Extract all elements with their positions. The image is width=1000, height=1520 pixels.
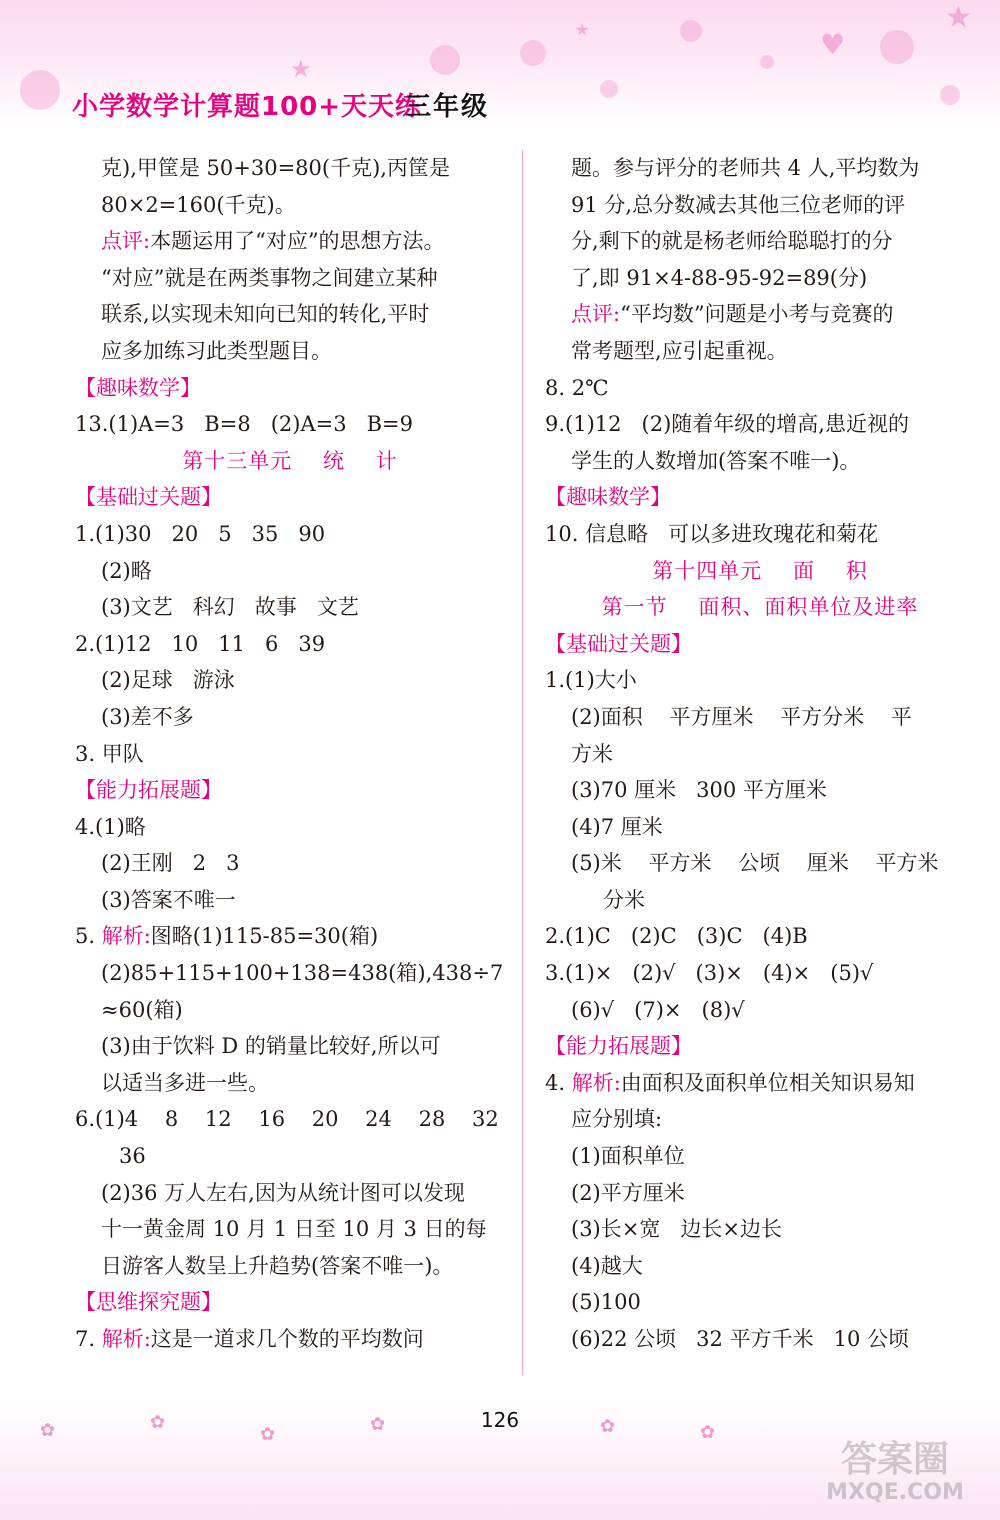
answer-line: (3)长×宽 边长×边长 [571, 1217, 782, 1242]
answer-line: 日游客人数呈上升趋势(答案不唯一)。 [101, 1253, 454, 1278]
answer-line: (3)答案不唯一 [101, 887, 236, 912]
decor-bubble [940, 85, 960, 105]
line-prefix: 7. [75, 1327, 102, 1351]
answer-line: (2)王刚 2 3 [101, 851, 240, 876]
answer-line: (2)平方厘米 [571, 1180, 685, 1205]
section-heading: 【能力拓展题】 [75, 778, 222, 803]
answer-line: 10. 信息略 可以多进玫瑰花和菊花 [545, 521, 879, 546]
answer-line [75, 1321, 505, 1358]
line-text: 这是一道求几个数的平均数问 [150, 1327, 424, 1351]
page-number: 126 [480, 1408, 520, 1432]
decor-bubble [20, 70, 60, 110]
comment-label: 点评: [571, 302, 621, 327]
section-heading: 【基础过关题】 [75, 485, 222, 510]
answer-line: (4)7 厘米 [571, 814, 663, 839]
flower-icon: ✿ [150, 1412, 166, 1433]
answer-line: 以适当多进一些。 [101, 1070, 269, 1095]
watermark-url: MXQE.COM [826, 1480, 964, 1505]
decor-bubble [680, 20, 702, 42]
flower-icon: ✿ [260, 1424, 276, 1445]
answer-line: (2)面积 平方厘米 平方分米 平 [571, 704, 912, 729]
answer-line: 3.(1)× (2)√ (3)× (4)× (5)√ [545, 961, 874, 986]
answer-line: 4.(1)略 [75, 814, 146, 839]
section-heading: 【思维探究题】 [75, 1290, 222, 1315]
watermark-logo [800, 1440, 990, 1510]
grade-label: 三年级 [405, 92, 490, 122]
answer-line: (2)36 万人左右,因为从统计图可以发现 [101, 1180, 465, 1205]
star-icon: ★ [290, 55, 312, 83]
section-heading: 【基础过关题】 [545, 631, 692, 656]
line-text: “平均数”问题是小考与竞赛的 [620, 302, 894, 327]
answer-line: (1)面积单位 [571, 1144, 685, 1169]
answer-line: 3. 甲队 [75, 741, 144, 766]
line-prefix: 4. [545, 1070, 572, 1095]
decor-bubble [760, 55, 774, 69]
answer-line [75, 223, 505, 260]
decor-bubble [520, 40, 546, 66]
answer-line: (6)22 公顷 32 平方千米 10 公顷 [571, 1327, 909, 1351]
answer-line: “对应”就是在两类事物之间建立某种 [101, 265, 438, 290]
answer-line: 联系,以实现未知向已知的转化,平时 [101, 302, 430, 327]
decor-bubble [880, 30, 914, 64]
answer-line: (3)差不多 [101, 704, 194, 729]
star-icon: ★ [945, 0, 972, 35]
answer-line: 了,即 91×4-88-95-92=89(分) [571, 265, 868, 290]
answer-line: 6.(1)4 8 12 16 20 24 28 32 [75, 1107, 499, 1132]
answer-line: (2)略 [101, 558, 152, 583]
answer-line [75, 918, 505, 955]
answer-line: (4)越大 [571, 1253, 643, 1278]
answer-line: 常考题型,应引起重视。 [571, 338, 788, 363]
comment-label: 点评: [101, 229, 151, 254]
answer-line: 题。参与评分的老师共 4 人,平均数为 [571, 156, 920, 180]
column-divider [522, 150, 523, 1375]
answer-line [545, 1065, 975, 1102]
section-heading: 【趣味数学】 [545, 485, 671, 510]
answer-line: 9.(1)12 (2)随着年级的增高,患近视的 [545, 412, 909, 437]
comment-label: 解析: [101, 924, 151, 949]
book-title: 小学数学计算题100+天天练 [72, 92, 423, 122]
left-column [75, 150, 505, 1358]
answer-line: 学生的人数增加(答案不唯一)。 [571, 448, 861, 473]
comment-label: 解析: [571, 1070, 621, 1095]
answer-line: 分,剩下的就是杨老师给聪聪打的分 [571, 229, 893, 254]
section-heading: 【趣味数学】 [75, 375, 201, 400]
decor-bubble [600, 80, 618, 98]
flower-icon: ✿ [40, 1420, 56, 1441]
answer-line: 克),甲筐是 50+30=80(千克),丙筐是 [101, 156, 450, 180]
answer-line: 13.(1)A=3 B=8 (2)A=3 B=9 [75, 412, 413, 437]
answer-line: (2)85+115+100+138=438(箱),438÷7 [101, 961, 504, 986]
answer-line: (3)由于饮料 D 的销量比较好,所以可 [101, 1034, 441, 1059]
flower-icon: ✿ [600, 1416, 616, 1437]
watermark-text: 答案圈 [840, 1439, 949, 1480]
answer-line: 1.(1)30 20 5 35 90 [75, 521, 326, 546]
answer-line: (6)√ (7)× (8)√ [571, 997, 745, 1022]
decor-bubble [430, 45, 460, 75]
answer-line: (3)70 厘米 300 平方厘米 [571, 778, 827, 803]
answer-line: (5)100 [571, 1290, 641, 1315]
answer-line: 91 分,总分数减去其他三位老师的评 [571, 192, 906, 217]
answer-line: 方米 [571, 741, 613, 766]
answer-line: (5)米 平方米 公顷 厘米 平方米 [571, 851, 939, 876]
answer-line: 80×2=160(千克)。 [101, 192, 296, 217]
answer-line: 分米 [603, 887, 645, 912]
unit-title: 第十四单元 面 积 [652, 558, 868, 583]
line-text: 本题运用了“对应”的思想方法。 [150, 229, 445, 254]
line-prefix: 5. [75, 924, 102, 949]
answer-line: 应多加练习此类型题目。 [101, 338, 332, 363]
section-heading: 【能力拓展题】 [545, 1034, 692, 1059]
flower-icon: ✿ [370, 1414, 386, 1435]
answer-line: 应分别填: [571, 1107, 663, 1132]
heart-icon: ♥ [820, 28, 846, 61]
line-text: 由面积及面积单位相关知识易知 [620, 1070, 915, 1095]
unit-title: 第一节 面积、面积单位及进率 [601, 595, 919, 620]
answer-line: 2.(1)C (2)C (3)C (4)B [545, 924, 808, 949]
answer-line: (3)文艺 科幻 故事 文艺 [101, 595, 359, 620]
answer-line [545, 296, 975, 333]
answer-line: 8. 2℃ [545, 375, 609, 400]
flower-icon: ✿ [700, 1422, 716, 1443]
comment-label: 解析: [101, 1327, 151, 1351]
answer-line: 2.(1)12 10 11 6 39 [75, 631, 326, 656]
answer-line: ≈60(箱) [101, 997, 183, 1022]
answer-line: 1.(1)大小 [545, 668, 637, 693]
right-column [545, 150, 975, 1358]
unit-title: 第十三单元 统 计 [182, 448, 398, 473]
answer-line: (2)足球 游泳 [101, 668, 235, 693]
answer-line: 36 [119, 1144, 146, 1169]
line-text: 图略(1)115-85=30(箱) [150, 924, 379, 949]
answer-line: 十一黄金周 10 月 1 日至 10 月 3 日的每 [101, 1217, 487, 1242]
star-icon: ★ [575, 20, 590, 39]
